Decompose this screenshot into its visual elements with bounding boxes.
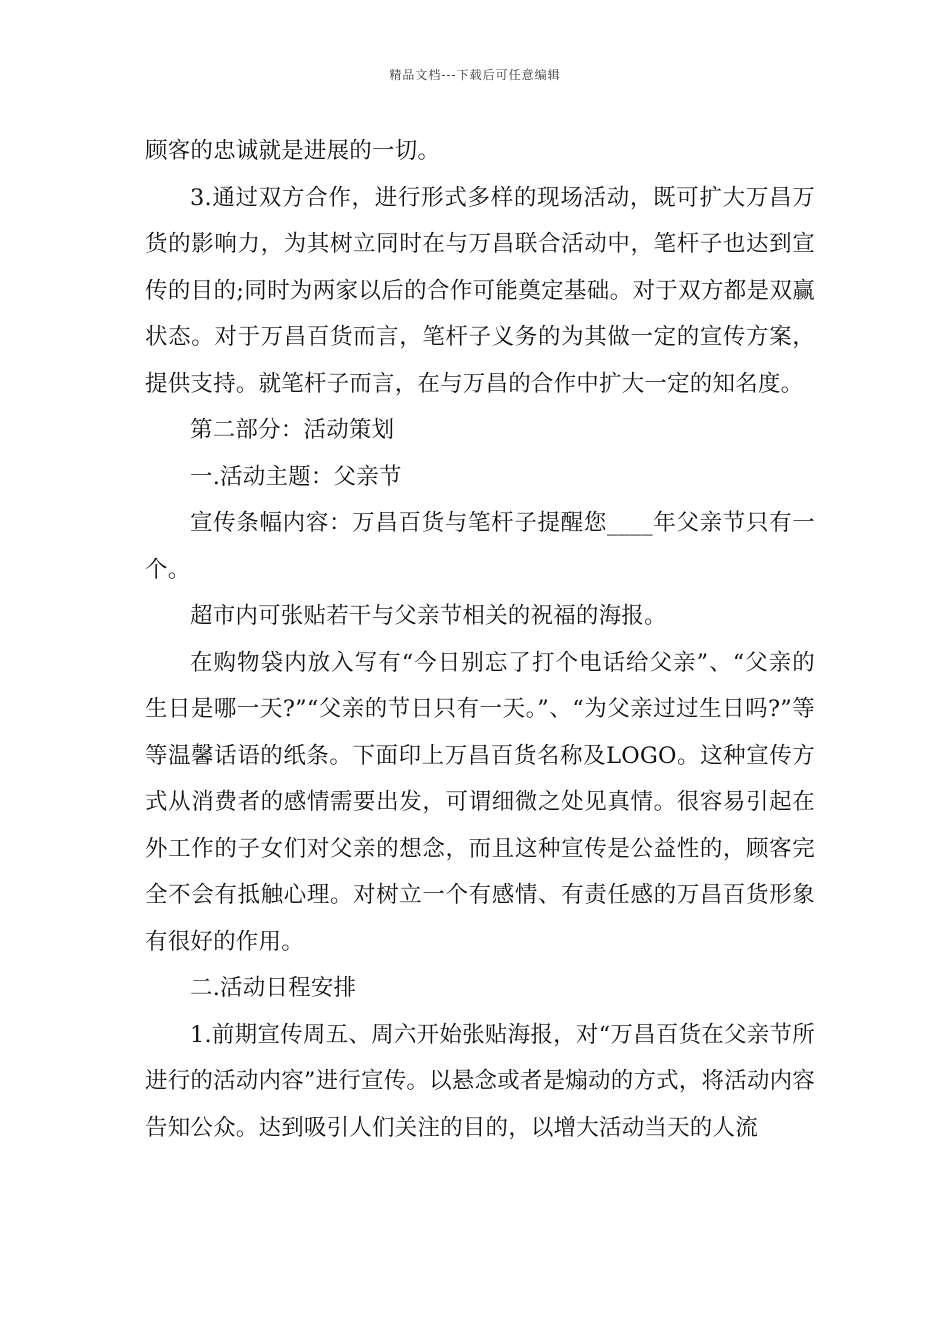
page-header: 精品文档---下载后可任意编辑 — [389, 68, 561, 82]
document-body — [145, 128, 815, 1151]
paragraph: 超市内可张贴若干与父亲节相关的祝福的海报。 — [190, 603, 667, 629]
paragraph: 1.前期宣传周五、周六开始张贴海报，对“万昌百货在父亲节所进行的活动内容”进行宣传。以悬念或者是煽动的方式，将活动内容告知公众。达到吸引人们关注的目的，以增大活动当天的人流 — [145, 1021, 816, 1141]
paragraph: 在购物袋内放入写有“今日别忘了打个电话给父亲”、“父亲的生日是哪一天?”“父亲的节日只有一天。”、“为父亲过过生日吗?”等等温馨话语的纸条。下面印上万昌百货名称及LOGO。这种宣传方式从消费者的感情需要出发，可谓细微之处见真情。很容易引起在外工作的子女们对父亲的想念，而且这种宣传是公益性的，顾客完全不会有抵触心理。对树立一个有感情、有责任感的万昌百货形象有很好的作用。 — [145, 649, 815, 955]
paragraph: 3.通过双方合作，进行形式多样的现场活动，既可扩大万昌万货的影响力，为其树立同时在与万昌联合活动中，笔杆子也达到宣传的目的;同时为两家以后的合作可能奠定基础。对于双方都是双赢状态。对于万昌百货而言，笔杆子义务的为其做一定的宣传方案，提供支持。就笔杆子而言，在与万昌的合作中扩大一定的知名度。 — [145, 184, 815, 397]
section-heading: 第二部分：活动策划 — [190, 417, 395, 443]
paragraph: 顾客的忠诚就是进展的一切。 — [145, 138, 441, 164]
paragraph: 宣传条幅内容：万昌百货与笔杆子提醒您____年父亲节只有一个。 — [145, 510, 815, 583]
subsection-heading: 二.活动日程安排 — [190, 975, 357, 1001]
subsection-heading: 一.活动主题：父亲节 — [190, 463, 402, 490]
